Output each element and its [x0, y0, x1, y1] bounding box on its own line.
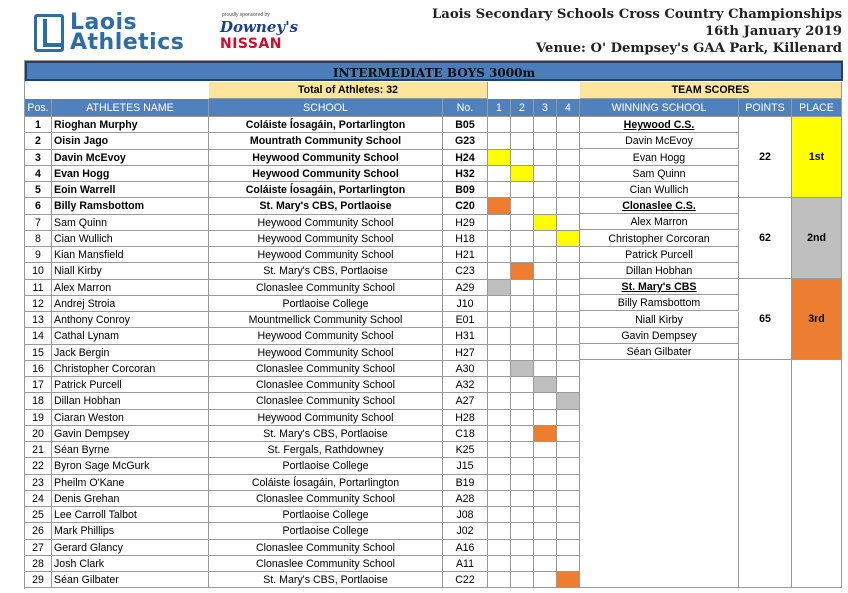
col-header-school: SCHOOL [209, 99, 443, 117]
result-pos: 13 [25, 312, 52, 328]
team-scorer-marker [557, 410, 580, 426]
team-scorer-marker [557, 231, 580, 247]
athlete-school: Clonaslee Community School [209, 377, 443, 393]
athlete-name: Kian Mansfield [52, 247, 209, 263]
team-scorer-marker [557, 312, 580, 328]
team-scorer-marker [557, 117, 580, 133]
total-athletes: Total of Athletes: 32 [209, 82, 488, 99]
team-place: 2nd [792, 198, 842, 279]
event-title-block [432, 6, 842, 57]
team-scorer-marker [557, 247, 580, 263]
team-scorer-marker [534, 410, 557, 426]
team-scorer-marker [557, 361, 580, 377]
athlete-school: Portlaoise College [209, 523, 443, 540]
result-pos: 6 [25, 198, 52, 215]
team-place: 1st [792, 117, 842, 198]
col-header-4: 4 [557, 99, 580, 117]
event-title: Laois Secondary Schools Cross Country Championships [432, 7, 842, 22]
athlete-name: Cian Wullich [52, 231, 209, 247]
team-scorer-marker [488, 491, 511, 507]
bib-number: H32 [443, 166, 488, 182]
result-pos: 18 [25, 393, 52, 410]
team-scorer-marker [511, 523, 534, 540]
team-scorer-marker [488, 361, 511, 377]
team-scorer-marker [488, 507, 511, 523]
team-scorer-marker [534, 247, 557, 263]
athlete-school: St. Fergals, Rathdowney [209, 442, 443, 458]
team-scorer-marker [557, 426, 580, 442]
result-pos: 20 [25, 426, 52, 442]
athlete-name: Eoin Warrell [52, 182, 209, 198]
sponsor-note: proudly sponsored by [222, 12, 270, 18]
result-pos: 8 [25, 231, 52, 247]
team-scorer-marker [534, 442, 557, 458]
team-member: Dillan Hobhan [580, 263, 739, 279]
bib-number: B19 [443, 475, 488, 491]
laois-emblem-icon [34, 14, 64, 52]
col-header-points: POINTS [739, 99, 792, 117]
team-scorer-marker [488, 410, 511, 426]
athlete-name: Séan Byrne [52, 442, 209, 458]
athlete-school: Coláiste Íosagáin, Portarlington [209, 182, 443, 198]
team-scorer-marker [557, 540, 580, 556]
team-member: Sam Quinn [580, 166, 739, 182]
athlete-school: Coláiste Íosagáin, Portarlington [209, 117, 443, 133]
team-scorer-marker [488, 523, 511, 540]
team-points-empty [739, 360, 792, 588]
bib-number: C22 [443, 572, 488, 588]
team-scorer-marker [488, 231, 511, 247]
team-scorer-marker [557, 296, 580, 312]
team-scorer-marker [511, 231, 534, 247]
team-scorer-marker [557, 507, 580, 523]
result-pos: 7 [25, 215, 52, 231]
team-scorer-marker [534, 345, 557, 361]
athlete-name: Gavin Dempsey [52, 426, 209, 442]
col-header-place: PLACE [792, 99, 842, 117]
col-header-winning-school: WINNING SCHOOL [580, 99, 739, 117]
athlete-name: Mark Phillips [52, 523, 209, 540]
athlete-school: Portlaoise College [209, 296, 443, 312]
bib-number: K25 [443, 442, 488, 458]
bib-number: H21 [443, 247, 488, 263]
team-scorer-marker [511, 280, 534, 296]
team-scorer-marker [557, 572, 580, 588]
team-scorer-marker [488, 215, 511, 231]
team-scorer-marker [557, 442, 580, 458]
team-scorer-marker [488, 280, 511, 296]
athlete-name: Christopher Corcoran [52, 361, 209, 377]
bib-number: J08 [443, 507, 488, 523]
team-member: Gavin Dempsey [580, 328, 739, 344]
team-scorer-marker [511, 410, 534, 426]
team-scorer-marker [488, 328, 511, 345]
team-scorer-marker [488, 540, 511, 556]
team-scorer-marker [534, 215, 557, 231]
bib-number: H31 [443, 328, 488, 345]
athlete-name: Oisin Jago [52, 133, 209, 150]
athlete-school: Clonaslee Community School [209, 491, 443, 507]
team-scorer-marker [511, 345, 534, 361]
athlete-school: Mountmellick Community School [209, 312, 443, 328]
athlete-school: Portlaoise College [209, 507, 443, 523]
team-scorer-marker [534, 117, 557, 133]
athlete-school: St. Mary's CBS, Portlaoise [209, 263, 443, 280]
team-scorer-marker [534, 523, 557, 540]
team-place-empty [792, 360, 842, 588]
team-scorer-marker [511, 361, 534, 377]
team-scorer-marker [511, 296, 534, 312]
bib-number: C20 [443, 198, 488, 215]
team-scorer-marker [557, 215, 580, 231]
team-scorer-marker [511, 117, 534, 133]
athlete-name: Byron Sage McGurk [52, 458, 209, 475]
result-pos: 28 [25, 556, 52, 572]
team-scorer-marker [511, 150, 534, 166]
event-date: 16th January 2019 [704, 24, 842, 39]
team-scorer-marker [557, 393, 580, 410]
team-scorer-marker [534, 166, 557, 182]
team-member: Christopher Corcoran [580, 231, 739, 247]
bib-number: B09 [443, 182, 488, 198]
team-scorer-marker [488, 247, 511, 263]
athlete-school: St. Mary's CBS, Portlaoise [209, 198, 443, 215]
team-member: Cian Wullich [580, 182, 739, 198]
team-scorer-marker [488, 296, 511, 312]
team-scorer-marker [511, 312, 534, 328]
team-member: Billy Ramsbottom [580, 295, 739, 311]
athlete-name: Séan Gilbater [52, 572, 209, 588]
athlete-school: Portlaoise College [209, 458, 443, 475]
team-scorer-marker [488, 198, 511, 215]
athlete-name: Sam Quinn [52, 215, 209, 231]
team-member: Davin McEvoy [580, 133, 739, 149]
team-scorer-marker [557, 475, 580, 491]
athlete-name: Rioghan Murphy [52, 117, 209, 133]
team-scorer-marker [557, 182, 580, 198]
bib-number: H18 [443, 231, 488, 247]
team-scorer-marker [534, 133, 557, 150]
bib-number: C23 [443, 263, 488, 280]
team-scorer-marker [511, 442, 534, 458]
team-member: Patrick Purcell [580, 247, 739, 263]
result-pos: 21 [25, 442, 52, 458]
team-scorer-marker [534, 458, 557, 475]
team-scorer-marker [511, 556, 534, 572]
team-scorer-marker [511, 182, 534, 198]
team-scorer-marker [488, 393, 511, 410]
team-scorer-marker [488, 556, 511, 572]
bib-number: A30 [443, 361, 488, 377]
laois-athletics-logo [34, 10, 299, 56]
athlete-name: Dillan Hobhan [52, 393, 209, 410]
team-scorer-marker [488, 572, 511, 588]
bib-number: B05 [443, 117, 488, 133]
team-scorer-marker [534, 280, 557, 296]
bib-number: A28 [443, 491, 488, 507]
result-pos: 15 [25, 345, 52, 361]
col-header-pos: Pos. [25, 99, 52, 117]
team-scorer-marker [534, 312, 557, 328]
result-pos: 12 [25, 296, 52, 312]
team-scorer-marker [534, 231, 557, 247]
athlete-school: Heywood Community School [209, 150, 443, 166]
athlete-school: St. Mary's CBS, Portlaoise [209, 426, 443, 442]
team-scorer-marker [488, 182, 511, 198]
athlete-school: Heywood Community School [209, 247, 443, 263]
result-pos: 22 [25, 458, 52, 475]
team-scorer-marker [534, 328, 557, 345]
results-sheet [25, 61, 843, 591]
logo-line1: Laois [70, 10, 138, 35]
athlete-name: Evan Hogg [52, 166, 209, 182]
team-scorer-marker [511, 458, 534, 475]
bib-number: C18 [443, 426, 488, 442]
team-scorer-marker [557, 458, 580, 475]
team-scorer-marker [534, 361, 557, 377]
team-scores-empty [580, 360, 739, 588]
result-pos: 23 [25, 475, 52, 491]
team-scores-label: TEAM SCORES [580, 82, 842, 99]
result-pos: 2 [25, 133, 52, 150]
team-scorer-marker [488, 263, 511, 280]
team-scorer-marker [511, 393, 534, 410]
athlete-school: Clonaslee Community School [209, 556, 443, 572]
athlete-name: Lee Carroll Talbot [52, 507, 209, 523]
bib-number: H29 [443, 215, 488, 231]
team-scorer-marker [534, 475, 557, 491]
result-pos: 11 [25, 280, 52, 296]
team-name: Heywood C.S. [580, 117, 739, 133]
athlete-school: Mountrath Community School [209, 133, 443, 150]
team-scorer-marker [511, 133, 534, 150]
result-pos: 10 [25, 263, 52, 280]
team-scorer-marker [534, 393, 557, 410]
athlete-school: Heywood Community School [209, 166, 443, 182]
athlete-name: Alex Marron [52, 280, 209, 296]
team-scorer-marker [488, 133, 511, 150]
result-pos: 4 [25, 166, 52, 182]
team-member: Niall Kirby [580, 312, 739, 328]
athlete-name: Niall Kirby [52, 263, 209, 280]
bib-number: A27 [443, 393, 488, 410]
athlete-name: Pheilm O'Kane [52, 475, 209, 491]
bib-number: H28 [443, 410, 488, 426]
team-points: 65 [739, 279, 792, 360]
result-pos: 27 [25, 540, 52, 556]
team-scorer-marker [488, 442, 511, 458]
team-scorer-marker [511, 166, 534, 182]
team-scorer-marker [488, 426, 511, 442]
team-scorer-marker [488, 458, 511, 475]
result-pos: 14 [25, 328, 52, 345]
result-pos: 26 [25, 523, 52, 540]
result-pos: 29 [25, 572, 52, 588]
team-scorer-marker [557, 523, 580, 540]
team-scorer-marker [488, 377, 511, 393]
result-pos: 25 [25, 507, 52, 523]
sponsor-brand: NISSAN [220, 36, 283, 52]
team-scorer-marker [511, 491, 534, 507]
athlete-name: Davin McEvoy [52, 150, 209, 166]
team-points: 22 [739, 117, 792, 198]
team-scorer-marker [511, 475, 534, 491]
team-scorer-marker [488, 150, 511, 166]
team-scorer-marker [557, 328, 580, 345]
team-scorer-marker [534, 491, 557, 507]
team-scorer-marker [557, 133, 580, 150]
team-member: Alex Marron [580, 214, 739, 230]
team-scorer-marker [557, 198, 580, 215]
team-place: 3rd [792, 279, 842, 360]
team-scorer-marker [534, 556, 557, 572]
team-scorer-marker [511, 507, 534, 523]
athlete-name: Anthony Conroy [52, 312, 209, 328]
result-pos: 3 [25, 150, 52, 166]
result-pos: 16 [25, 361, 52, 377]
team-member: Evan Hogg [580, 150, 739, 166]
bib-number: E01 [443, 312, 488, 328]
team-scorer-marker [534, 572, 557, 588]
athlete-name: Patrick Purcell [52, 377, 209, 393]
team-scorer-marker [488, 345, 511, 361]
sponsor-name: Downey's [220, 18, 299, 36]
team-scorer-marker [511, 377, 534, 393]
bib-number: H27 [443, 345, 488, 361]
athlete-name: Jack Bergin [52, 345, 209, 361]
team-scorer-marker [534, 150, 557, 166]
team-scorer-marker [534, 263, 557, 280]
team-scorer-marker [488, 117, 511, 133]
team-scorer-marker [488, 166, 511, 182]
col-header-athlete: ATHLETES NAME [52, 99, 209, 117]
athlete-name: Gerard Glancy [52, 540, 209, 556]
result-pos: 24 [25, 491, 52, 507]
bib-number: J15 [443, 458, 488, 475]
team-points: 62 [739, 198, 792, 279]
col-header-1: 1 [488, 99, 511, 117]
athlete-school: St. Mary's CBS, Portlaoise [209, 572, 443, 588]
bib-number: A16 [443, 540, 488, 556]
athlete-name: Cathal Lynam [52, 328, 209, 345]
team-scorer-marker [534, 540, 557, 556]
bib-number: H24 [443, 150, 488, 166]
team-scorer-marker [534, 377, 557, 393]
team-scorer-marker [511, 328, 534, 345]
col-header-no: No. [443, 99, 488, 117]
result-pos: 1 [25, 117, 52, 133]
athlete-name: Denis Grehan [52, 491, 209, 507]
team-scorer-marker [534, 182, 557, 198]
athlete-name: Josh Clark [52, 556, 209, 572]
team-name: Clonaslee C.S. [580, 198, 739, 214]
athlete-school: Heywood Community School [209, 328, 443, 345]
col-header-2: 2 [511, 99, 534, 117]
athlete-name: Andrej Stroia [52, 296, 209, 312]
team-scorer-marker [534, 426, 557, 442]
bib-number: A32 [443, 377, 488, 393]
team-scorer-marker [557, 280, 580, 296]
team-scorer-marker [488, 475, 511, 491]
team-scorer-marker [557, 150, 580, 166]
logo-line2: Athletics [70, 30, 185, 55]
team-scorer-marker [511, 247, 534, 263]
race-banner: INTERMEDIATE BOYS 3000m [25, 61, 843, 81]
athlete-school: Clonaslee Community School [209, 393, 443, 410]
result-pos: 19 [25, 410, 52, 426]
team-scorer-marker [511, 426, 534, 442]
team-scorer-marker [511, 263, 534, 280]
team-scorer-marker [557, 491, 580, 507]
athlete-school: Clonaslee Community School [209, 361, 443, 377]
result-pos: 17 [25, 377, 52, 393]
athlete-school: Heywood Community School [209, 231, 443, 247]
bib-number: A29 [443, 280, 488, 296]
team-scorer-marker [557, 166, 580, 182]
athlete-school: Coláiste Íosagáin, Portarlington [209, 475, 443, 491]
team-scorer-marker [534, 507, 557, 523]
event-venue: Venue: O' Dempsey's GAA Park, Killenard [536, 41, 842, 56]
result-pos: 5 [25, 182, 52, 198]
team-scorer-marker [511, 540, 534, 556]
athlete-name: Ciaran Weston [52, 410, 209, 426]
team-scorer-marker [511, 215, 534, 231]
athlete-school: Heywood Community School [209, 410, 443, 426]
team-scorer-marker [511, 572, 534, 588]
team-scorer-marker [534, 296, 557, 312]
bib-number: G23 [443, 133, 488, 150]
team-scorer-marker [557, 345, 580, 361]
team-scorer-marker [557, 377, 580, 393]
athlete-school: Heywood Community School [209, 215, 443, 231]
result-pos: 9 [25, 247, 52, 263]
team-scorer-marker [534, 198, 557, 215]
athlete-school: Clonaslee Community School [209, 280, 443, 296]
team-scorer-marker [557, 263, 580, 280]
team-scorer-marker [511, 198, 534, 215]
bib-number: J10 [443, 296, 488, 312]
team-scorer-marker [488, 312, 511, 328]
bib-number: J02 [443, 523, 488, 540]
team-member: Séan Gilbater [580, 344, 739, 360]
athlete-name: Billy Ramsbottom [52, 198, 209, 215]
athlete-school: Clonaslee Community School [209, 540, 443, 556]
team-name: St. Mary's CBS [580, 279, 739, 295]
bib-number: A11 [443, 556, 488, 572]
athlete-school: Heywood Community School [209, 345, 443, 361]
col-header-3: 3 [534, 99, 557, 117]
team-scorer-marker [557, 556, 580, 572]
